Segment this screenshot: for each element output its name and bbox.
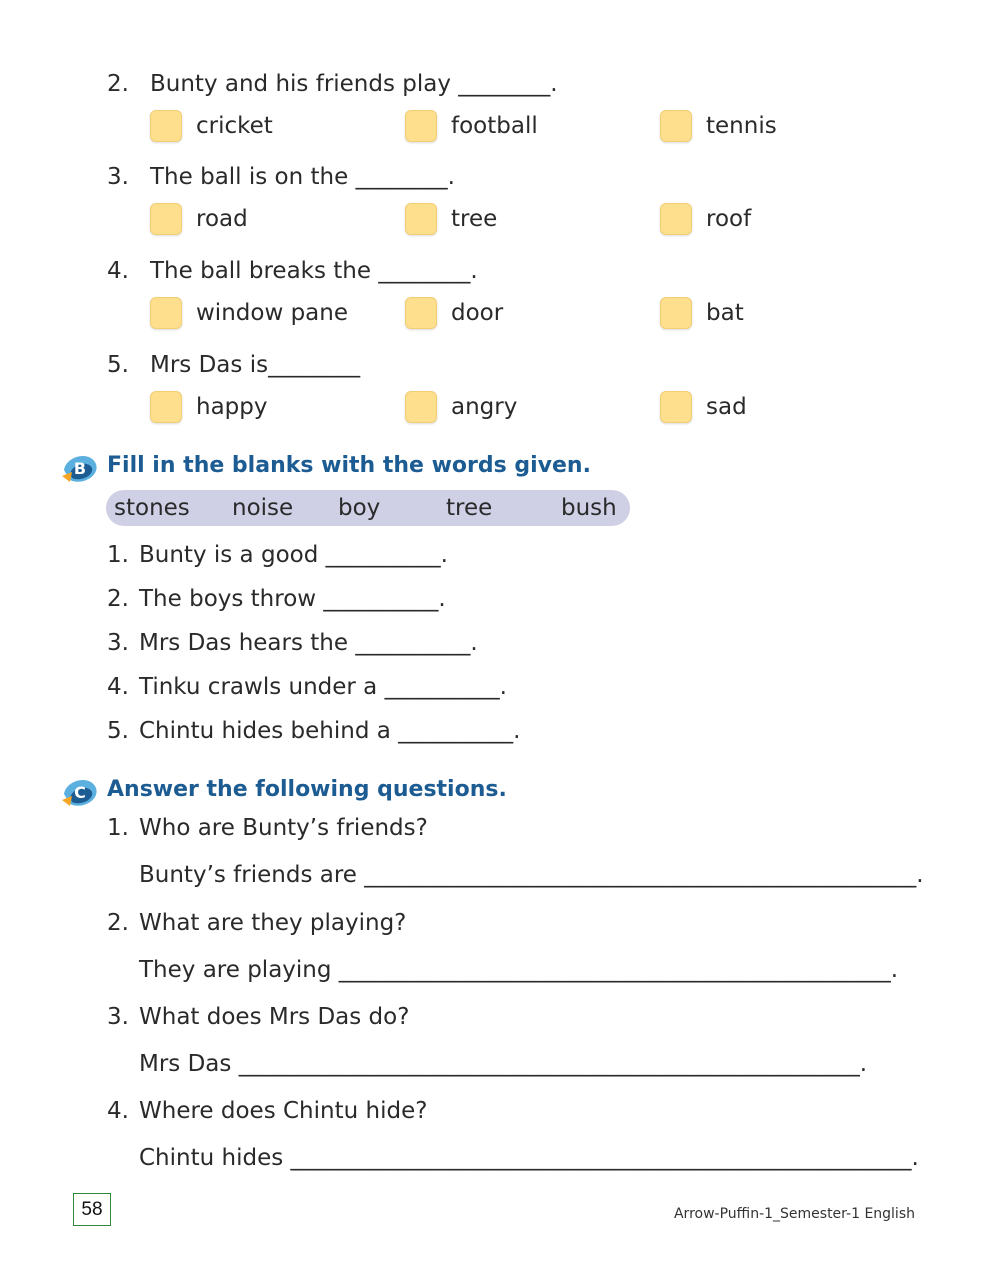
page-number: 58 bbox=[73, 1193, 111, 1226]
option-label: tennis bbox=[706, 113, 777, 139]
section-b-title: Fill in the blanks with the words given. bbox=[107, 453, 591, 478]
word-bank-word: stones bbox=[114, 495, 190, 521]
section-b-badge-icon bbox=[60, 452, 100, 484]
checkbox[interactable] bbox=[660, 297, 692, 329]
question-text: The ball is on the ________. bbox=[150, 164, 455, 190]
question-number: 3. bbox=[107, 164, 129, 190]
question-text: Mrs Das is________ bbox=[150, 352, 361, 378]
option-label: bat bbox=[706, 300, 744, 326]
checkbox[interactable] bbox=[150, 110, 182, 142]
checkbox[interactable] bbox=[150, 297, 182, 329]
section-c-badge-icon bbox=[60, 776, 100, 808]
item-number: 3. bbox=[107, 1004, 129, 1030]
item-number: 1. bbox=[107, 542, 129, 568]
question-number: 4. bbox=[107, 258, 129, 284]
item-text: Bunty is a good __________. bbox=[139, 542, 448, 568]
checkbox[interactable] bbox=[150, 391, 182, 423]
checkbox[interactable] bbox=[660, 203, 692, 235]
question-text: Bunty and his friends play ________. bbox=[150, 71, 558, 97]
option-label: window pane bbox=[196, 300, 348, 326]
answer-line[interactable]: Chintu hides ______________________________________________________. bbox=[139, 1145, 919, 1171]
option-label: sad bbox=[706, 394, 747, 420]
item-number: 4. bbox=[107, 674, 129, 700]
question-text: Who are Bunty’s friends? bbox=[139, 815, 428, 841]
checkbox[interactable] bbox=[405, 203, 437, 235]
item-text: Chintu hides behind a __________. bbox=[139, 718, 521, 744]
option-label: happy bbox=[196, 394, 268, 420]
word-bank-word: bush bbox=[561, 495, 617, 521]
badge-letter: C bbox=[74, 783, 86, 802]
question-text: The ball breaks the ________. bbox=[150, 258, 478, 284]
option-label: cricket bbox=[196, 113, 273, 139]
question-text: Where does Chintu hide? bbox=[139, 1098, 428, 1124]
item-text: Tinku crawls under a __________. bbox=[139, 674, 507, 700]
answer-line[interactable]: Bunty’s friends are ________________________________________________. bbox=[139, 862, 924, 888]
option-label: road bbox=[196, 206, 248, 232]
option-label: door bbox=[451, 300, 504, 326]
checkbox[interactable] bbox=[660, 110, 692, 142]
answer-line[interactable]: They are playing ________________________________________________. bbox=[139, 957, 899, 983]
checkbox[interactable] bbox=[405, 391, 437, 423]
item-number: 3. bbox=[107, 630, 129, 656]
option-label: football bbox=[451, 113, 538, 139]
checkbox[interactable] bbox=[405, 297, 437, 329]
badge-letter: B bbox=[73, 459, 87, 478]
option-label: tree bbox=[451, 206, 498, 232]
item-number: 4. bbox=[107, 1098, 129, 1124]
option-label: angry bbox=[451, 394, 518, 420]
answer-line[interactable]: Mrs Das ______________________________________________________. bbox=[139, 1051, 868, 1077]
checkbox[interactable] bbox=[660, 391, 692, 423]
item-number: 1. bbox=[107, 815, 129, 841]
option-label: roof bbox=[706, 206, 752, 232]
item-number: 2. bbox=[107, 586, 129, 612]
word-bank bbox=[106, 490, 630, 526]
question-text: What does Mrs Das do? bbox=[139, 1004, 410, 1030]
word-bank-word: noise bbox=[232, 495, 294, 521]
checkbox[interactable] bbox=[405, 110, 437, 142]
question-number: 2. bbox=[107, 71, 129, 97]
word-bank-word: boy bbox=[338, 495, 381, 521]
checkbox[interactable] bbox=[150, 203, 182, 235]
section-c-title: Answer the following questions. bbox=[107, 777, 507, 802]
question-number: 5. bbox=[107, 352, 129, 378]
item-text: Mrs Das hears the __________. bbox=[139, 630, 478, 656]
question-text: What are they playing? bbox=[139, 910, 407, 936]
book-title: Arrow-Puffin-1_Semester-1 English bbox=[673, 1206, 915, 1222]
item-text: The boys throw __________. bbox=[139, 586, 446, 612]
item-number: 5. bbox=[107, 718, 129, 744]
item-number: 2. bbox=[107, 910, 129, 936]
word-bank-word: tree bbox=[446, 495, 493, 521]
